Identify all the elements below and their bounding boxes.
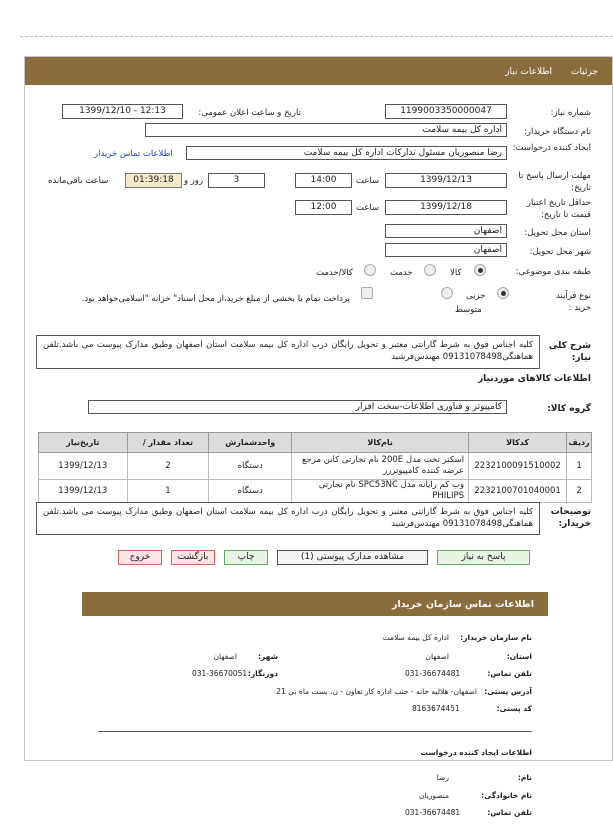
deadline-label: مهلت ارسال پاسخ تا تاریخ:	[518, 171, 591, 193]
validity-time-field[interactable]: 12:00	[295, 200, 352, 215]
contact-divider	[98, 731, 532, 732]
category-service-radio[interactable]	[424, 264, 436, 276]
creator-label: ایجاد کننده درخواست:	[512, 143, 591, 153]
validity-time-label: ساعت	[356, 203, 380, 213]
creator-phone-label: تلفن تماس:	[487, 808, 532, 817]
need-number-field[interactable]: 1199003350000047	[385, 104, 507, 119]
items-table-header	[39, 433, 592, 453]
row-date: 1399/12/13	[39, 453, 128, 480]
deadline-time-field[interactable]: 14:00	[295, 173, 352, 188]
row-index: 1	[567, 453, 592, 480]
announce-field[interactable]	[62, 104, 183, 119]
buyer-notes-label: توضیحات خریدار:	[550, 507, 591, 529]
breadcrumb-need-info[interactable]: اطلاعات نیاز	[505, 67, 552, 77]
category-service-label: خدمت	[390, 268, 413, 278]
remaining-timer: 01:39:18	[125, 173, 182, 188]
breadcrumb-details[interactable]: جزئیات	[571, 67, 598, 77]
creator-family-value: منصوریان	[418, 791, 449, 800]
description-box: کلیه اجناس فوق به شرط گارانتی معتبر و تحویل رایگان درب اداره کل بیمه سلامت استان اصفهان وطبق مدارک پیوست می باشد.تلفن هماهنگی09131078498 مهندس‌فرشید	[36, 335, 540, 369]
org-value: اداره کل بیمه سلامت	[382, 633, 449, 642]
col-unit: واحدشمارش	[209, 433, 292, 453]
row-unit: دستگاه	[209, 480, 292, 503]
row-qty: 1	[127, 480, 209, 503]
province-field[interactable]: اصفهان	[385, 224, 507, 238]
creator-name-label: نام:	[517, 773, 532, 782]
contact-city-label: شهر:	[258, 652, 278, 661]
table-row[interactable]	[39, 453, 592, 480]
process-medium-label: متوسط	[455, 305, 482, 315]
process-minor-label: جزیی	[466, 291, 486, 301]
top-divider	[20, 36, 613, 37]
row-index: 2	[567, 480, 592, 503]
process-label: نوع فرآیند خرید :	[555, 291, 591, 313]
buyer-field[interactable]: اداره کل بیمه سلامت	[145, 123, 507, 137]
table-row[interactable]	[39, 480, 592, 503]
contact-title: اطلاعات تماس سازمان خریدار	[391, 599, 534, 610]
row-qty: 2	[127, 453, 209, 480]
category-goods-label: کالا	[450, 268, 462, 278]
row-name: اسکنر تخت مدل 200E نام تجارتی کانن مرجع عرضه کننده کامپیوتررز	[292, 453, 469, 480]
contact-fax-value: 031-36670051	[192, 669, 248, 678]
items-table	[38, 432, 592, 503]
remaining-label: ساعت باقی‌مانده	[48, 176, 109, 186]
city-field[interactable]: اصفهان	[385, 243, 507, 257]
contact-address-value: اصفهان- هلالیه خانه - جنب اداره کار تعاون - ن، بست ماه بی 21	[276, 687, 477, 696]
back-button[interactable]: بازگشت	[171, 550, 215, 565]
treasury-payment-label: پرداخت تمام یا بخشی از مبلغ خرید،از محل اسناد" خزانه "اسلامی‌خواهد بود.	[81, 294, 350, 304]
contact-fax-label: دورنگار:	[247, 669, 278, 678]
process-medium-radio[interactable]	[441, 287, 453, 299]
goods-group-label: گروه کالا:	[547, 404, 591, 414]
contact-province-value: اصفهان	[425, 652, 449, 661]
need-number-label: شماره نیاز:	[550, 108, 591, 118]
treasury-payment-checkbox[interactable]	[361, 287, 373, 299]
category-goods-radio[interactable]	[474, 264, 486, 276]
row-name: وب کم رایانه مدل SPC53NC نام تجارتی PHILIPS	[292, 480, 469, 503]
creator-phone-value: 031-36674481	[405, 808, 461, 817]
row-code: 2232100701040001	[469, 480, 567, 503]
col-code: کدکالا	[469, 433, 567, 453]
reply-button[interactable]: پاسخ به نیاز	[437, 550, 530, 565]
announce-label: تاریخ و ساعت اعلان عمومی:	[198, 108, 301, 118]
col-name: نام‌کالا	[292, 433, 469, 453]
category-both-label: کالا/خدمت	[316, 268, 353, 278]
creator-family-label: نام خانوادگی:	[481, 791, 532, 800]
row-unit: دستگاه	[209, 453, 292, 480]
deadline-time-label: ساعت	[356, 176, 380, 186]
buyer-notes-box: کلیه اجناس فوق به شرط گارانتی معتبر و تحویل رایگان درب اداره کل بیمه سلامت استان اصفهان وطبق مدارک پیوست می باشد.تلفن هماهنگی09131078498 مهندس‌فرشید	[36, 502, 540, 535]
print-button[interactable]: چاپ	[224, 550, 268, 565]
buyer-label: نام دستگاه خریدار:	[524, 127, 591, 137]
attachments-button[interactable]: مشاهده مدارک پیوستی (1)	[277, 550, 428, 565]
col-date: تاریخ‌نیاز	[39, 433, 128, 453]
creator-info-title: اطلاعات ایجاد کننده درخواست	[420, 748, 532, 757]
contact-address-label: آدرس پستی:	[484, 687, 532, 696]
col-qty: تعداد مقدار /	[127, 433, 209, 453]
category-label: طبقه بندی موضوعی:	[515, 267, 591, 277]
goods-title: اطلاعات کالاهای موردنیاز	[477, 374, 591, 384]
contact-postal-value: 8163674451	[412, 704, 460, 713]
contact-city-value: اصفهان	[213, 652, 237, 661]
col-index: ردیف	[567, 433, 592, 453]
contact-phone-value: 031-36674481	[405, 669, 461, 678]
contact-phone-label: تلفن تماس:	[487, 669, 532, 678]
days-label: روز و	[184, 176, 204, 186]
creator-name-value: رضا	[436, 773, 449, 782]
page-header	[25, 57, 612, 85]
buyer-contact-link[interactable]: اطلاعات تماس خریدار	[94, 149, 173, 159]
validity-label: حداقل تاریخ اعتبار قیمت تا تاریخ:	[526, 198, 591, 220]
category-both-radio[interactable]	[364, 264, 376, 276]
row-date: 1399/12/13	[39, 480, 128, 503]
org-label: نام سازمان خریدار:	[460, 633, 532, 642]
announce-value: 1399/12/10 - 12:13	[79, 106, 166, 116]
process-minor-radio[interactable]	[497, 287, 509, 299]
description-label: شرح کلی نیاز:	[548, 341, 591, 363]
province-label: استان محل تحویل:	[524, 228, 591, 238]
contact-header	[82, 592, 548, 616]
contact-province-label: استان:	[506, 652, 532, 661]
creator-field[interactable]: رضا منصوریان مسئول تدارکات اداره کل بیمه سلامت	[186, 146, 507, 160]
row-code: 2232100091510002	[469, 453, 567, 480]
contact-postal-label: کد پستی:	[496, 704, 532, 713]
city-label: شهر محل تحویل:	[529, 247, 591, 257]
exit-button[interactable]: خروج	[118, 550, 162, 565]
validity-date-field[interactable]: 1399/12/18	[385, 200, 507, 215]
goods-group-field[interactable]: کامپیوتر و فناوری اطلاعات-سخت افزار	[88, 400, 507, 414]
days-field[interactable]: 3	[208, 173, 265, 188]
deadline-date-field[interactable]: 1399/12/13	[385, 173, 507, 188]
